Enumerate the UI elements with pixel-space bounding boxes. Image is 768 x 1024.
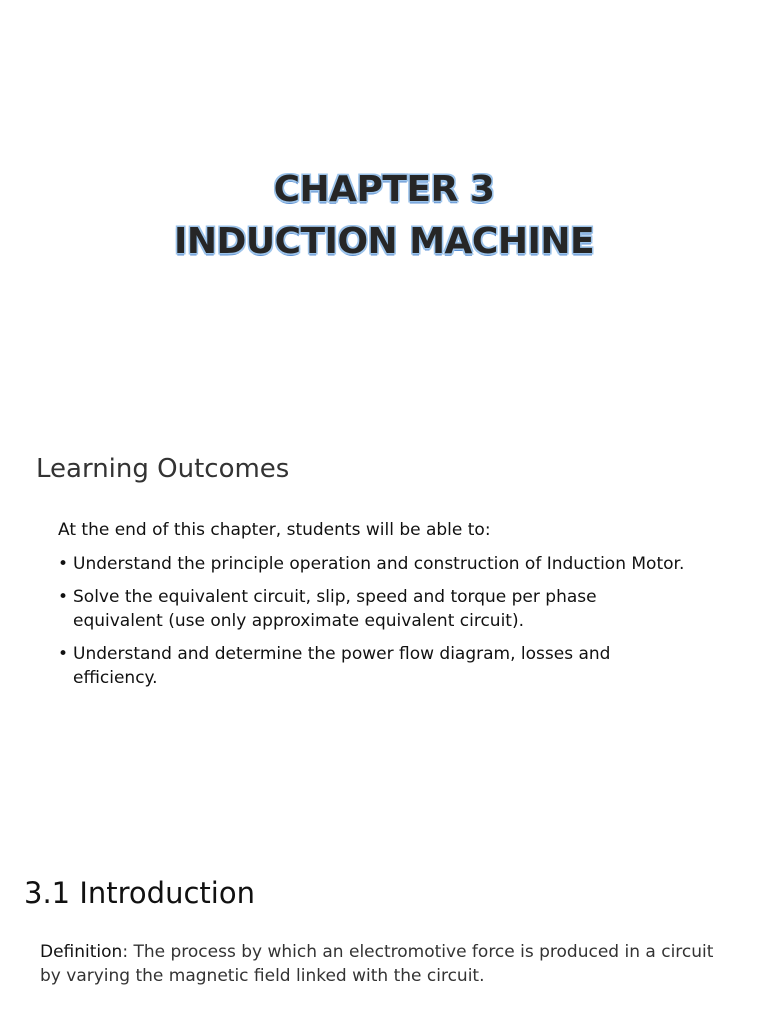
definition-term: Definition [40, 942, 123, 962]
list-item [58, 642, 688, 690]
outcome-text: Understand the principle operation and construction of Induction Motor. [73, 554, 685, 574]
outcome-text: Solve the equivalent circuit, slip, speed and torque per phase equivalent (use only approximate equivalent circuit). [73, 587, 597, 631]
chapter-number: CHAPTER 3 [273, 169, 495, 211]
list-item [58, 585, 688, 633]
outcome-text: Understand and determine the power flow diagram, losses and efficiency. [73, 644, 611, 688]
introduction-heading: 3.1 Introduction [24, 876, 255, 910]
bullet-icon: • [58, 554, 69, 574]
bullet-icon: • [58, 587, 69, 607]
introduction-slide [0, 860, 768, 1024]
definition-text: : The process by which an electromotive force is produced in a circuit by varying the magnetic field linked with the circuit. [40, 942, 714, 986]
chapter-name: INDUCTION MACHINE [173, 221, 595, 263]
list-item [58, 552, 688, 576]
learning-outcomes-slide [0, 420, 768, 820]
learning-outcomes-list [58, 552, 688, 699]
title-slide [0, 0, 768, 420]
definition-paragraph [40, 940, 720, 988]
learning-outcomes-intro: At the end of this chapter, students will be able to: [58, 520, 491, 540]
learning-outcomes-heading: Learning Outcomes [36, 454, 290, 484]
chapter-title [0, 164, 768, 268]
bullet-icon: • [58, 644, 69, 664]
